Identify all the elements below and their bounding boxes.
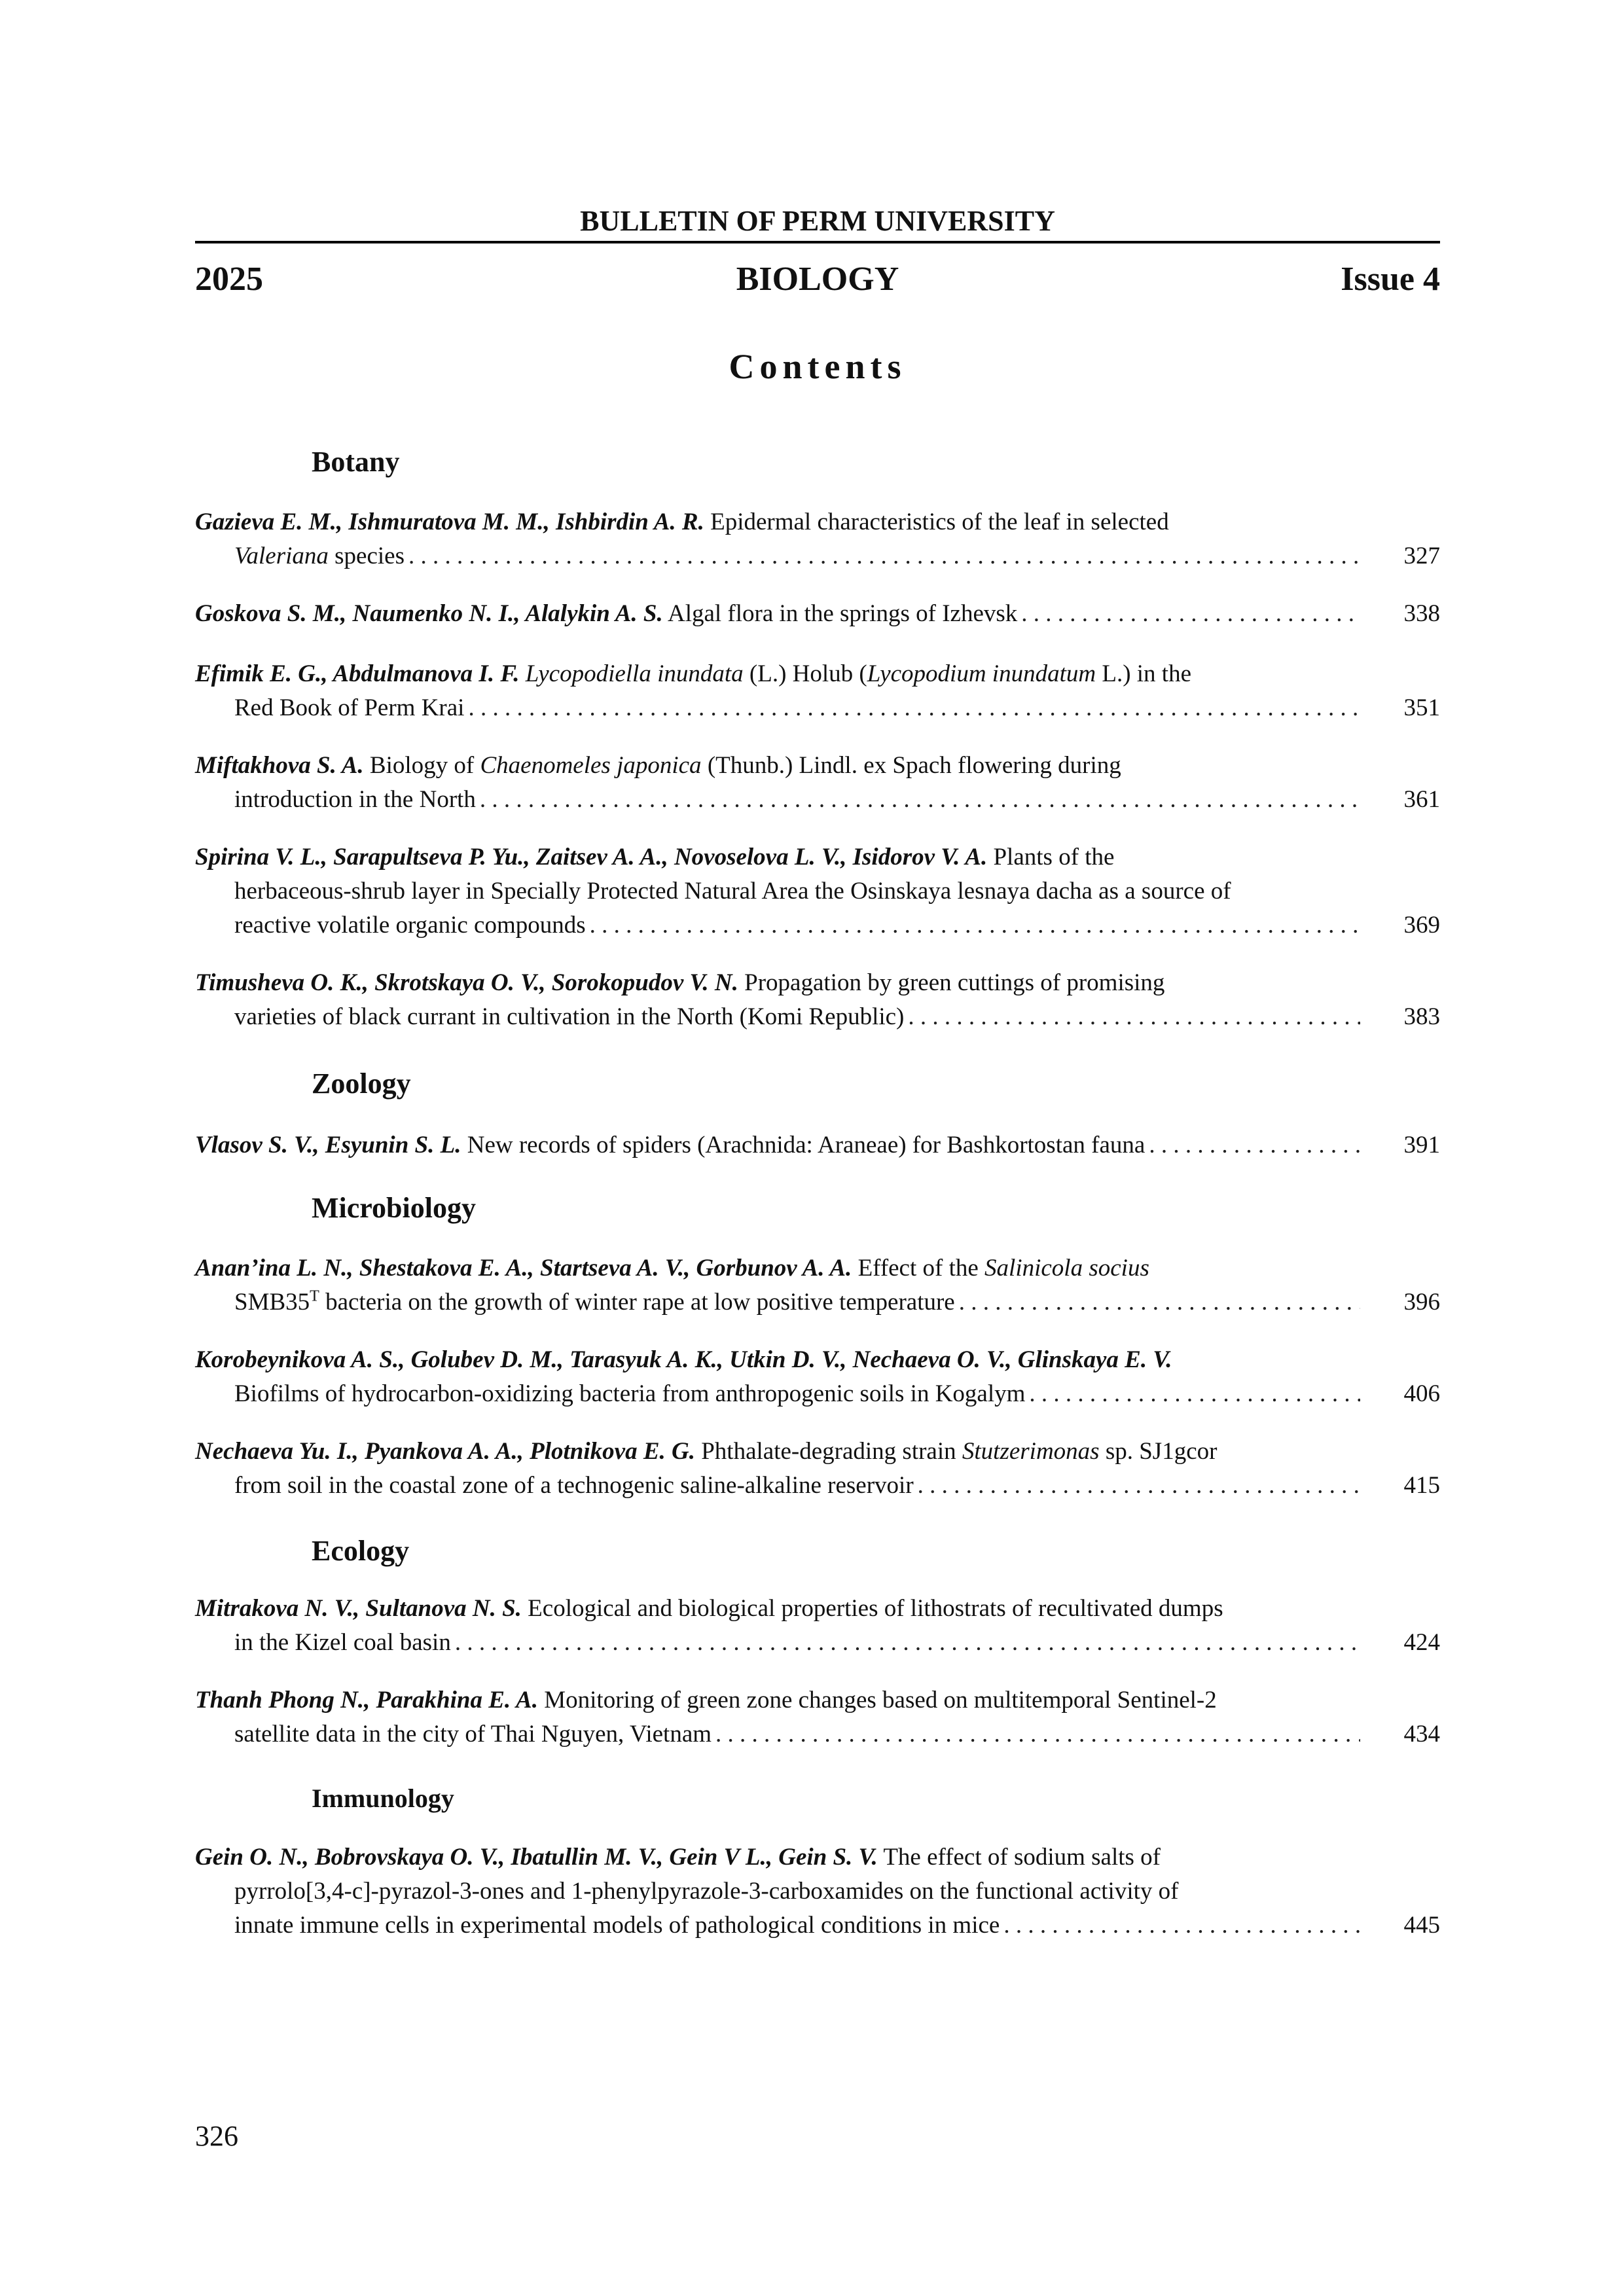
entry-authors: Efimik E. G., Abdulmanova I. F.	[195, 660, 520, 687]
leader-dots	[908, 1000, 1360, 1034]
entry-authors: Goskova S. M., Naumenko N. I., Alalykin A. S.	[195, 600, 663, 627]
issue-meta-row	[195, 257, 1440, 302]
entry-title: herbaceous-shrub layer in Specially Protected Natural Area the Osinskaya lesnaya dacha as a source of	[234, 878, 1231, 905]
type-strain-superscript: T	[310, 1287, 319, 1305]
entry-title: L.) in the	[1102, 660, 1191, 687]
entry-authors: Thanh Phong N., Parakhina E. A.	[195, 1687, 538, 1713]
entry-authors: Mitrakova N. V., Sultanova N. S.	[195, 1595, 522, 1622]
toc-entry[interactable]	[195, 505, 1440, 573]
entry-title-italic: Lycopodiella inundata	[525, 660, 744, 687]
leader-dots	[590, 908, 1360, 942]
leader-dots	[959, 1285, 1360, 1319]
section-heading-immunology: Immunology	[312, 1784, 454, 1813]
leader-dots	[1029, 1377, 1360, 1411]
entry-title: SMB35	[234, 1289, 310, 1316]
entry-title: Phthalate-degrading strain	[701, 1438, 956, 1465]
header-rule	[195, 241, 1440, 243]
leader-dots	[715, 1717, 1360, 1751]
toc-entry[interactable]	[195, 966, 1440, 1034]
entry-title: from soil in the coastal zone of a technogenic saline-alkaline reservoir	[234, 1472, 914, 1499]
entry-page-number: 369	[1403, 912, 1440, 939]
entry-title: Propagation by green cuttings of promising	[744, 969, 1165, 996]
entry-page-number: 434	[1403, 1721, 1440, 1748]
toc-entry[interactable]	[195, 1840, 1440, 1943]
entry-page-number: 383	[1403, 1003, 1440, 1030]
entry-title: species	[334, 543, 405, 569]
entry-title: Biofilms of hydrocarbon-oxidizing bacteria from anthropogenic soils in Kogalym	[234, 1380, 1026, 1407]
section-heading-ecology: Ecology	[312, 1535, 410, 1567]
entry-title: The effect of sodium salts of	[883, 1844, 1161, 1871]
entry-title: sp. SJ1gcor	[1105, 1438, 1218, 1465]
section-heading-zoology: Zoology	[312, 1067, 411, 1100]
entry-authors: Anan’ina L. N., Shestakova E. A., Startseva A. V., Gorbunov A. A.	[195, 1255, 852, 1282]
toc-entry[interactable]	[195, 840, 1440, 942]
entry-page-number: 424	[1403, 1629, 1440, 1656]
entry-title: Monitoring of green zone changes based on multitemporal Sentinel-2	[544, 1687, 1217, 1713]
issue-number: Issue 4	[1341, 260, 1440, 298]
entry-page-number: 391	[1403, 1132, 1440, 1158]
entry-page-number: 361	[1403, 786, 1440, 813]
entry-authors: Gazieva E. M., Ishmuratova M. M., Ishbirdin A. R.	[195, 509, 704, 535]
entry-title-italic: Salinicola socius	[984, 1255, 1149, 1282]
entry-title-italic: Valeriana	[234, 543, 329, 569]
leader-dots	[408, 539, 1360, 573]
section-heading-microbiology: Microbiology	[312, 1192, 476, 1224]
entry-title: reactive volatile organic compounds	[234, 912, 586, 939]
leader-dots	[1021, 597, 1360, 631]
entry-title: introduction in the North	[234, 786, 476, 813]
leader-dots	[1003, 1909, 1360, 1943]
entry-page-number: 327	[1403, 543, 1440, 569]
entry-title: in the Kizel coal basin	[234, 1629, 451, 1656]
entry-title: Biology of	[369, 752, 475, 779]
toc-entry[interactable]	[195, 1128, 1440, 1162]
entry-title-italic: Lycopodium inundatum	[867, 660, 1096, 687]
section-heading-botany: Botany	[312, 446, 400, 478]
toc-entry[interactable]	[195, 1592, 1440, 1660]
entry-page-number: 351	[1403, 694, 1440, 721]
entry-title: Plants of the	[993, 844, 1115, 870]
entry-title: New records of spiders (Arachnida: Araneae) for Bashkortostan fauna	[467, 1132, 1146, 1158]
toc-entry[interactable]	[195, 657, 1440, 725]
toc-entry[interactable]	[195, 1251, 1440, 1319]
toc-entry[interactable]	[195, 1343, 1440, 1411]
entry-title: Ecological and biological properties of lithostrats of recultivated dumps	[528, 1595, 1223, 1622]
entry-title: Algal flora in the springs of Izhevsk	[667, 600, 1018, 627]
toc-entry[interactable]	[195, 1435, 1440, 1503]
entry-title: Epidermal characteristics of the leaf in selected	[710, 509, 1169, 535]
issue-year: 2025	[195, 260, 263, 298]
entry-page-number: 338	[1403, 600, 1440, 627]
entry-page-number: 406	[1403, 1380, 1440, 1407]
toc-entry[interactable]	[195, 1683, 1440, 1751]
entry-title-italic: Chaenomeles japonica	[480, 752, 702, 779]
entry-page-number: 445	[1403, 1912, 1440, 1939]
entry-title: (L.) Holub (	[749, 660, 867, 687]
entry-title: varieties of black currant in cultivation in the North (Komi Republic)	[234, 1003, 905, 1030]
entry-authors: Timusheva O. K., Skrotskaya O. V., Sorokopudov V. N.	[195, 969, 738, 996]
entry-title: innate immune cells in experimental models of pathological conditions in mice	[234, 1912, 1000, 1939]
toc-entry[interactable]	[195, 597, 1440, 631]
entry-authors: Gein O. N., Bobrovskaya O. V., Ibatullin M. V., Gein V L., Gein S. V.	[195, 1844, 878, 1871]
entry-title: Red Book of Perm Krai	[234, 694, 465, 721]
page-number: 326	[195, 2120, 238, 2152]
entry-title: Effect of the	[857, 1255, 979, 1282]
entry-title: bacteria on the growth of winter rape at low positive temperature	[325, 1289, 955, 1316]
entry-authors: Miftakhova S. A.	[195, 752, 364, 779]
entry-title: pyrrolo[3,4-c]-pyrazol-3-ones and 1-phenylpyrazole-3-carboxamides on the functional activity of	[234, 1878, 1179, 1905]
journal-title: BULLETIN OF PERM UNIVERSITY	[580, 205, 1055, 237]
entry-title-italic: Stutzerimonas	[962, 1438, 1100, 1465]
leader-dots	[918, 1469, 1360, 1503]
entry-page-number: 396	[1403, 1289, 1440, 1316]
entry-page-number: 415	[1403, 1472, 1440, 1499]
leader-dots	[480, 783, 1360, 817]
leader-dots	[1149, 1128, 1360, 1162]
entry-title: (Thunb.) Lindl. ex Spach flowering during	[707, 752, 1121, 779]
entry-authors: Spirina V. L., Sarapultseva P. Yu., Zaitsev A. A., Novoselova L. V., Isidorov V. A.	[195, 844, 988, 870]
toc-entry[interactable]	[195, 749, 1440, 817]
contents-heading: Contents	[729, 347, 907, 386]
entry-authors: Vlasov S. V., Esyunin S. L.	[195, 1132, 461, 1158]
entry-authors: Korobeynikova A. S., Golubev D. M., Tarasyuk A. K., Utkin D. V., Nechaeva O. V., Glinskaya E. V.	[195, 1346, 1172, 1373]
entry-authors: Nechaeva Yu. I., Pyankova A. A., Plotnikova E. G.	[195, 1438, 695, 1465]
entry-title: satellite data in the city of Thai Nguyen, Vietnam	[234, 1721, 712, 1748]
leader-dots	[468, 691, 1360, 725]
journal-subject: BIOLOGY	[736, 260, 899, 298]
leader-dots	[455, 1626, 1360, 1660]
